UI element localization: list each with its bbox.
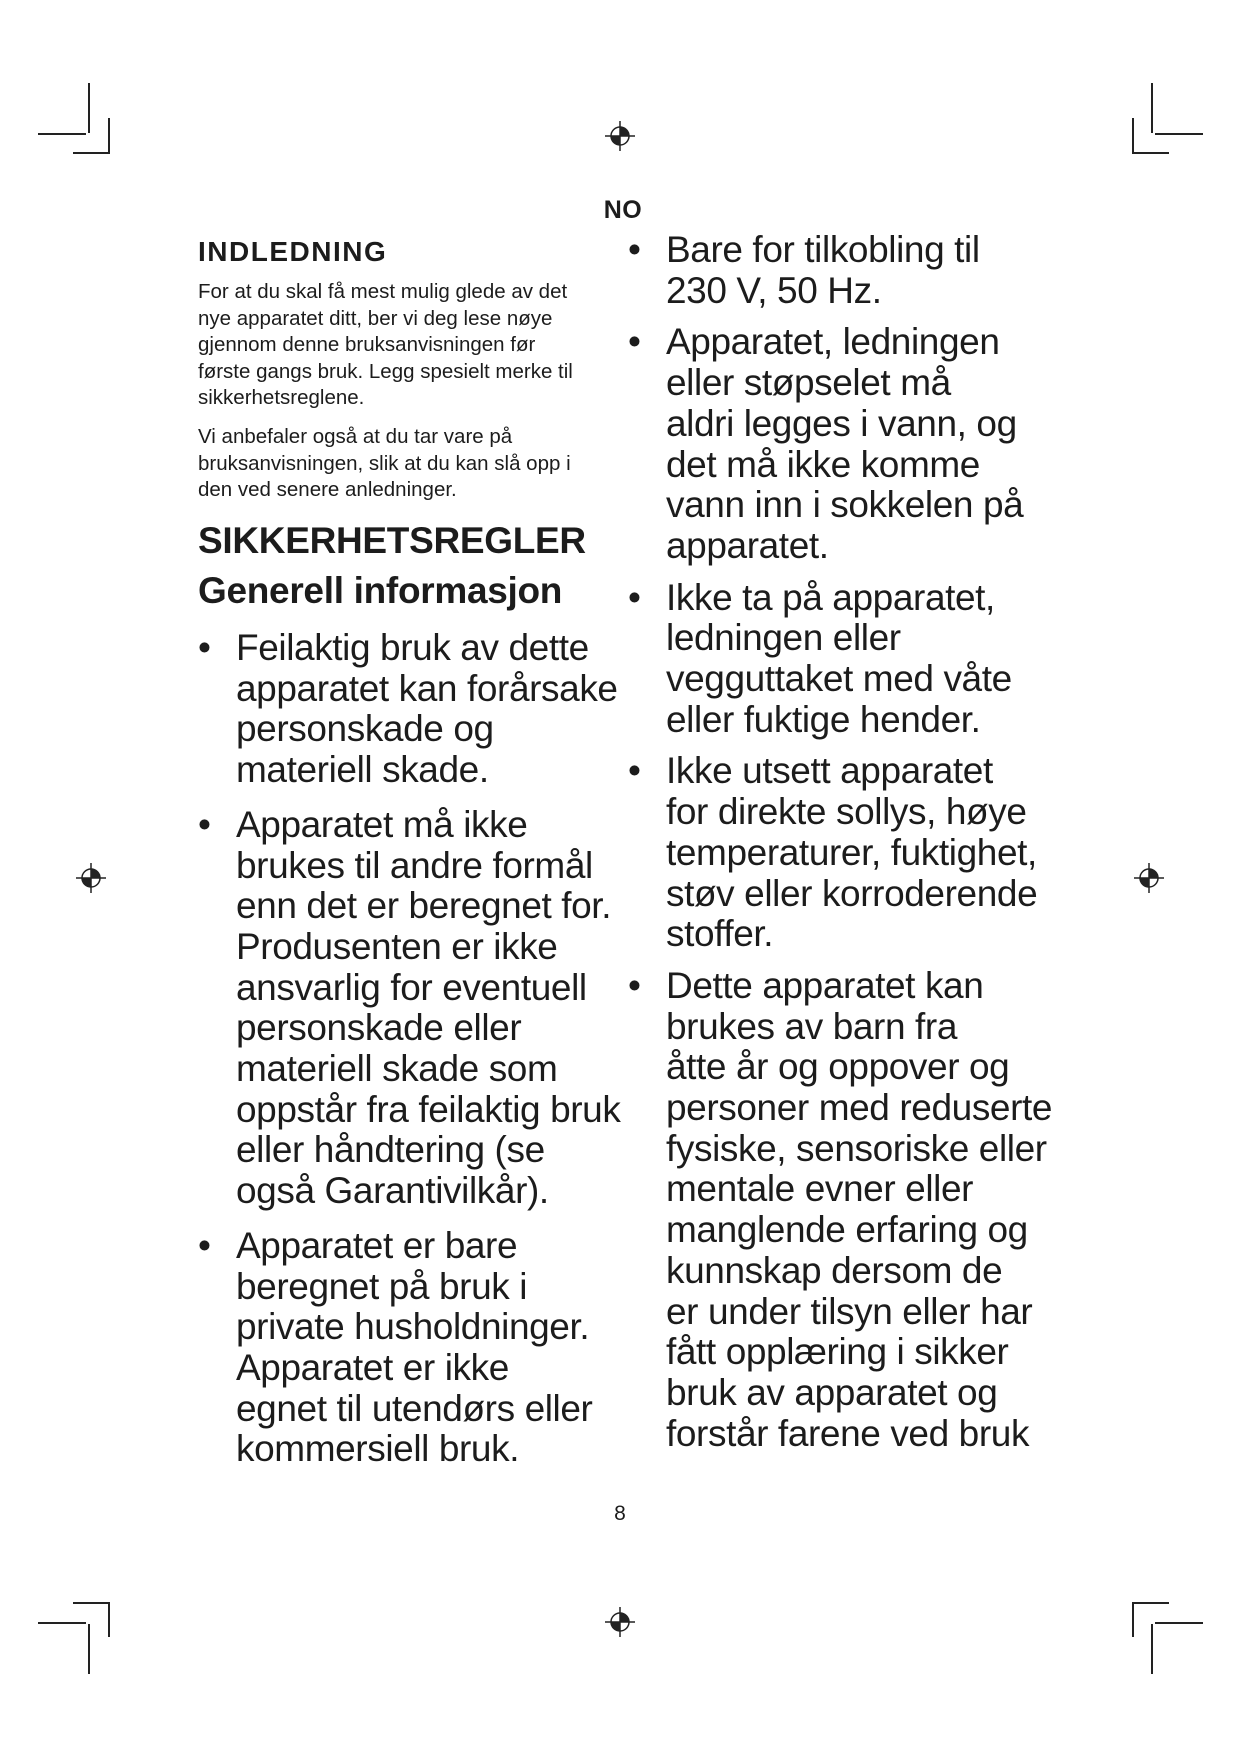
bullet-icon: • xyxy=(628,229,641,270)
bullet-icon: • xyxy=(628,964,641,1006)
bullet-icon: • xyxy=(628,750,641,792)
bullet-icon: • xyxy=(198,803,211,845)
list-item xyxy=(198,805,638,1212)
intro-paragraph-2: Vi anbefaler også at du tar vare på bruksanvisningen, slik at du kan slå opp i den ved senere anledninger. xyxy=(198,425,571,501)
list-item xyxy=(198,1226,638,1470)
list-item-text: Apparatet må ikke brukes til andre formål enn det er beregnet for. Produsenten er ikke ansvarlig for eventuell personskade eller materiell skade som oppstår fra feilaktig bruk eller håndtering (se også Garantivilkår). xyxy=(236,803,621,1212)
list-item xyxy=(628,322,1078,566)
bullet-icon: • xyxy=(628,576,641,618)
bullet-icon: • xyxy=(628,321,641,363)
list-item xyxy=(198,628,638,791)
list-item-text: Ikke utsett apparatet for direkte sollys, høye temperaturer, fuktighet, støv eller korroderende stoffer. xyxy=(666,750,1038,955)
list-item xyxy=(628,751,1078,955)
list-item xyxy=(628,230,1078,311)
list-item-text: Apparatet, ledningen eller støpselet må aldri legges i vann, og det må ikke komme vann inn i sokkelen på apparatet. xyxy=(666,321,1024,566)
safety-list-right xyxy=(628,230,1078,1465)
list-item-text: Apparatet er bare beregnet på bruk i private husholdninger. Apparatet er ikke egnet til utendørs eller kommersiell bruk. xyxy=(236,1224,593,1470)
general-info-heading: Generell informasjon xyxy=(198,570,563,611)
registration-mark-bottom-icon xyxy=(605,1607,635,1637)
bullet-icon: • xyxy=(198,627,211,668)
registration-mark-top-icon xyxy=(605,121,635,151)
safety-heading: SIKKERHETSREGLER xyxy=(198,520,586,561)
bullet-icon: • xyxy=(198,1224,211,1266)
registration-mark-left-icon xyxy=(76,863,106,893)
list-item-text: Feilaktig bruk av dette apparatet kan forårsake personskade og materiell skade. xyxy=(236,627,618,791)
safety-list-left xyxy=(198,628,638,1484)
registration-mark-right-icon xyxy=(1134,863,1164,893)
intro-heading: INDLEDNING xyxy=(198,236,388,267)
list-item xyxy=(628,578,1078,741)
list-item-text: Bare for tilkobling til 230 V, 50 Hz. xyxy=(666,229,980,311)
list-item-text: Ikke ta på apparatet, ledningen eller vegguttaket med våte eller fuktige hender. xyxy=(666,576,1012,740)
intro-paragraph-1: For at du skal få mest mulig glede av det nye apparatet ditt, ber vi deg lese nøye gjennom denne bruksanvisningen før første gangs bruk. Legg spesielt merke til sikkerhetsreglene. xyxy=(198,280,573,409)
page-number: 8 xyxy=(614,1502,626,1525)
language-code: NO xyxy=(603,196,643,224)
list-item xyxy=(628,966,1078,1454)
list-item-text: Dette apparatet kan brukes av barn fra åtte år og oppover og personer med reduserte fysiske, sensoriske eller mentale evner eller manglende erfaring og kunnskap dersom de er under tilsyn eller har fått opplæring i sikker bruk av apparatet og forstår farene ved bruk xyxy=(666,964,1053,1454)
